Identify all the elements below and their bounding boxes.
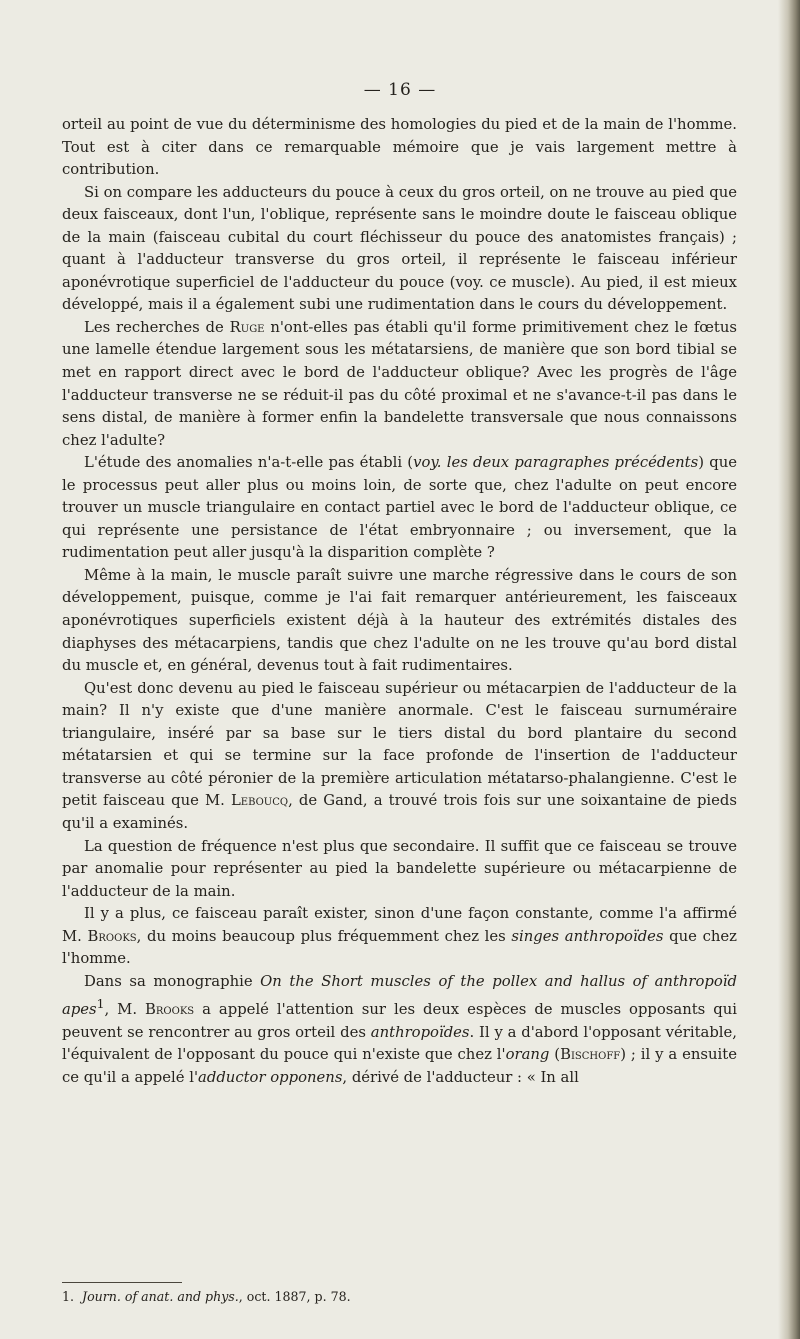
body-text (62, 114, 737, 1089)
text-run: Dans sa monographie (84, 972, 261, 990)
footnote-marker: 1 (96, 997, 105, 1012)
footnote-divider (62, 1282, 182, 1283)
text-run: a appelé l'attention sur les deux espèces de muscles opposants qui peuvent se rencontrer au gros orteil des (62, 1001, 737, 1041)
journal-title: Journ. of anat. and phys. (82, 1289, 239, 1304)
text-run: , de Gand, a trouvé trois fois sur une soixantaine de pieds qu'il a examinés. (62, 792, 737, 832)
text-run: L'étude des anomalies n'a-t-elle pas établi ( (84, 454, 414, 472)
author-name-brooks: Brooks (145, 1001, 195, 1019)
text-run: Qu'est donc devenu au pied le faisceau supérieur ou métacarpien de l'adducteur de la main? Il n'y existe que d'une manière anormale. C'est le faisceau surnuméraire triangulaire, inséré par sa base sur le tiers distal du bord plantaire du second métatarsien et qui se termine sur la face profonde de l'insertion de l'adducteur transverse au côté péronier de la première articulation métatarso-phalangienne. C'est le petit faisceau que M. (62, 679, 737, 810)
text-run: Les recherches de (84, 318, 230, 336)
page-number: — 16 — (363, 80, 437, 100)
emphasis: orang (505, 1046, 550, 1064)
paragraph-4 (62, 452, 737, 565)
text-run: ) que le processus peut aller plus ou moins loin, de sorte que, chez l'adulte on peut encore trouver un muscle triangulaire en contact partiel avec le bord de l'adducteur oblique, ce qui représente une persistance de l'état embryonnaire ; ou inversement, que la rudimentation peut aller jusqu'à la disparition complète ? (62, 454, 738, 562)
text-run: ( (549, 1046, 561, 1064)
monograph-title: On the Short muscles of the pollex and hallus of anthropoïd apes (62, 972, 737, 1019)
emphasis: anthropoïdes (370, 1023, 470, 1041)
author-name-ruge: Ruge (229, 318, 265, 336)
paragraph-5: Même à la main, le muscle paraît suivre une marche régressive dans le cours de son développement, puisque, comme je l'ai fait remarquer antérieurement, les faisceaux aponévrotiques superficiels existent déjà à la hauteur des extrémités distales des diaphyses des métacarpiens, tandis que chez l'adulte on ne les trouve qu'au bord distal du muscle et, en général, devenus tout à fait rudimentaires. (62, 566, 737, 675)
page-edge-shadow (778, 0, 800, 1339)
text-run: que chez l'homme. (62, 927, 737, 968)
text-run: Il y a plus, ce faisceau paraît exister, sinon d'une façon constante, comme l'a affirmé M. (62, 905, 737, 945)
emphasis: singes anthropoïdes (511, 927, 664, 945)
author-name-leboucq: Leboucq (230, 792, 289, 810)
cross-reference: voy. les deux paragraphes précédents (413, 454, 699, 472)
paragraph-8 (62, 903, 737, 971)
text-run: n'ont-elles pas établi qu'il forme primitivement chez le fœtus une lamelle étendue largement sous les métatarsiens, de manière que son bord tibial se met en rapport direct avec le bord de l'adducteur oblique? Avec les progrès de l'âge l'adducteur transverse ne se réduit-il pas du côté proximal et ne s'avance-t-il pas dans le sens distal, de manière à former enfin la bandelette transversale que nous connaissons chez l'adulte? (62, 318, 737, 449)
text-run: , du moins beaucoup plus fréquemment chez les (136, 927, 512, 945)
text-run: , dérivé de l'adducteur : « In all (342, 1068, 579, 1086)
text-run: . Il y a d'abord l'opposant véritable, l'équivalent de l'opposant du pouce qui n'existe que chez l' (62, 1023, 737, 1064)
footnote (62, 1288, 737, 1306)
author-name-brooks: Brooks (87, 927, 137, 945)
paragraph-6 (62, 678, 737, 836)
emphasis: adductor opponens (198, 1068, 343, 1086)
footnote-citation: , oct. 1887, p. 78. (238, 1289, 351, 1304)
paragraph-1: orteil au point de vue du déterminisme des homologies du pied et de la main de l'homme. Tout est à citer dans ce remarquable mémoire que je vais largement mettre à contribution. (62, 116, 737, 179)
paragraph-9 (62, 971, 737, 1090)
text-run: , M. (104, 1001, 146, 1019)
author-name-bischoff: Bischoff (560, 1046, 621, 1064)
paragraph-3 (62, 317, 737, 452)
text-run: ) ; il y a ensuite ce qu'il a appelé l' (62, 1046, 737, 1086)
paragraph-7: La question de fréquence n'est plus que secondaire. Il suffit que ce faisceau se trouve par anomalie pour représenter au pied la bandelette supérieure ou métacarpienne de l'adducteur de la main. (62, 837, 737, 900)
paragraph-2: Si on compare les adducteurs du pouce à ceux du gros orteil, on ne trouve au pied que deux faisceaux, dont l'un, l'oblique, représente sans le moindre doute le faisceau oblique de la main (faisceau cubital du court fléchisseur du pouce des anatomistes français) ; quant à l'adducteur transverse du gros orteil, il représente le faisceau inférieur aponévrotique superficiel de l'adducteur du pouce (voy. ce muscle). Au pied, il est mieux développé, mais il a également subi une rudimentation dans le cours du développement. (62, 183, 737, 314)
footnote-number: 1. (62, 1289, 75, 1304)
